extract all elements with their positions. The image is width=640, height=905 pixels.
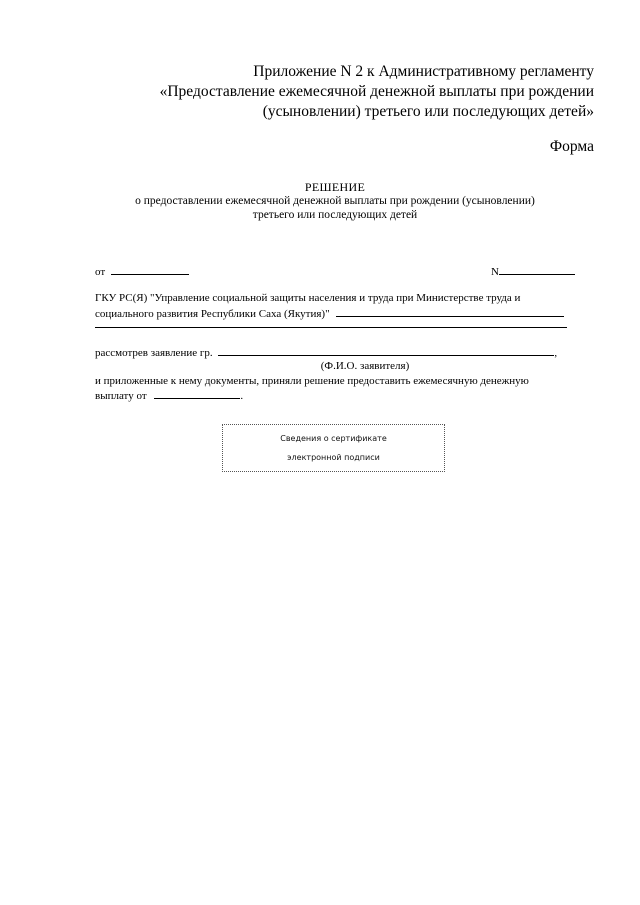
appendix-line-3: (усыновлении) третьего или последующих детей» <box>262 103 594 120</box>
decision-heading: РЕШЕНИЕ <box>304 180 366 194</box>
applicant-row <box>95 345 575 360</box>
form-label: Форма <box>549 138 594 155</box>
payment-from-row <box>95 388 575 403</box>
stamp-line-1: Сведения о сертификате <box>280 434 387 443</box>
org-line-1: ГКУ РС(Я) "Управление социальной защиты населения и труда при Министерстве труда и <box>95 292 521 304</box>
org-line-2: социального развития Республики Саха (Якутия)" <box>95 308 330 320</box>
number-label: N <box>491 266 499 278</box>
appendix-line-1: Приложение N 2 к Административному регламенту <box>253 63 594 80</box>
org-line-2-row <box>95 306 575 321</box>
org-blank <box>336 306 564 317</box>
decision-subtitle-2: третьего или последующих детей <box>252 209 418 221</box>
trailing-comma: , <box>554 347 558 359</box>
number-field <box>491 264 575 279</box>
org-continuation-line <box>95 327 567 328</box>
decision-subtitle-1: о предоставлении ежемесячной денежной выплаты при рождении (усыновлении) <box>135 195 535 207</box>
trailing-period: . <box>240 390 244 402</box>
stamp-line-2: электронной подписи <box>287 453 380 462</box>
considered-label: рассмотрев заявление гр. <box>95 347 213 359</box>
appendix-header <box>114 62 594 122</box>
e-signature-stamp <box>222 424 445 472</box>
decision-text: и приложенные к нему документы, приняли решение предоставить ежемесячную денежную <box>95 375 529 387</box>
fio-caption: (Ф.И.О. заявителя) <box>320 360 410 372</box>
date-from-label: от <box>95 266 106 278</box>
payment-date-blank <box>154 388 240 399</box>
decision-title-block <box>95 180 575 222</box>
date-number-row <box>95 264 575 279</box>
payment-from-label: выплату от <box>95 390 147 402</box>
date-blank <box>111 264 189 275</box>
applicant-name-blank <box>218 345 554 356</box>
number-blank <box>499 264 575 275</box>
appendix-line-2: «Предоставление ежемесячной денежной выплаты при рождении <box>159 83 594 100</box>
